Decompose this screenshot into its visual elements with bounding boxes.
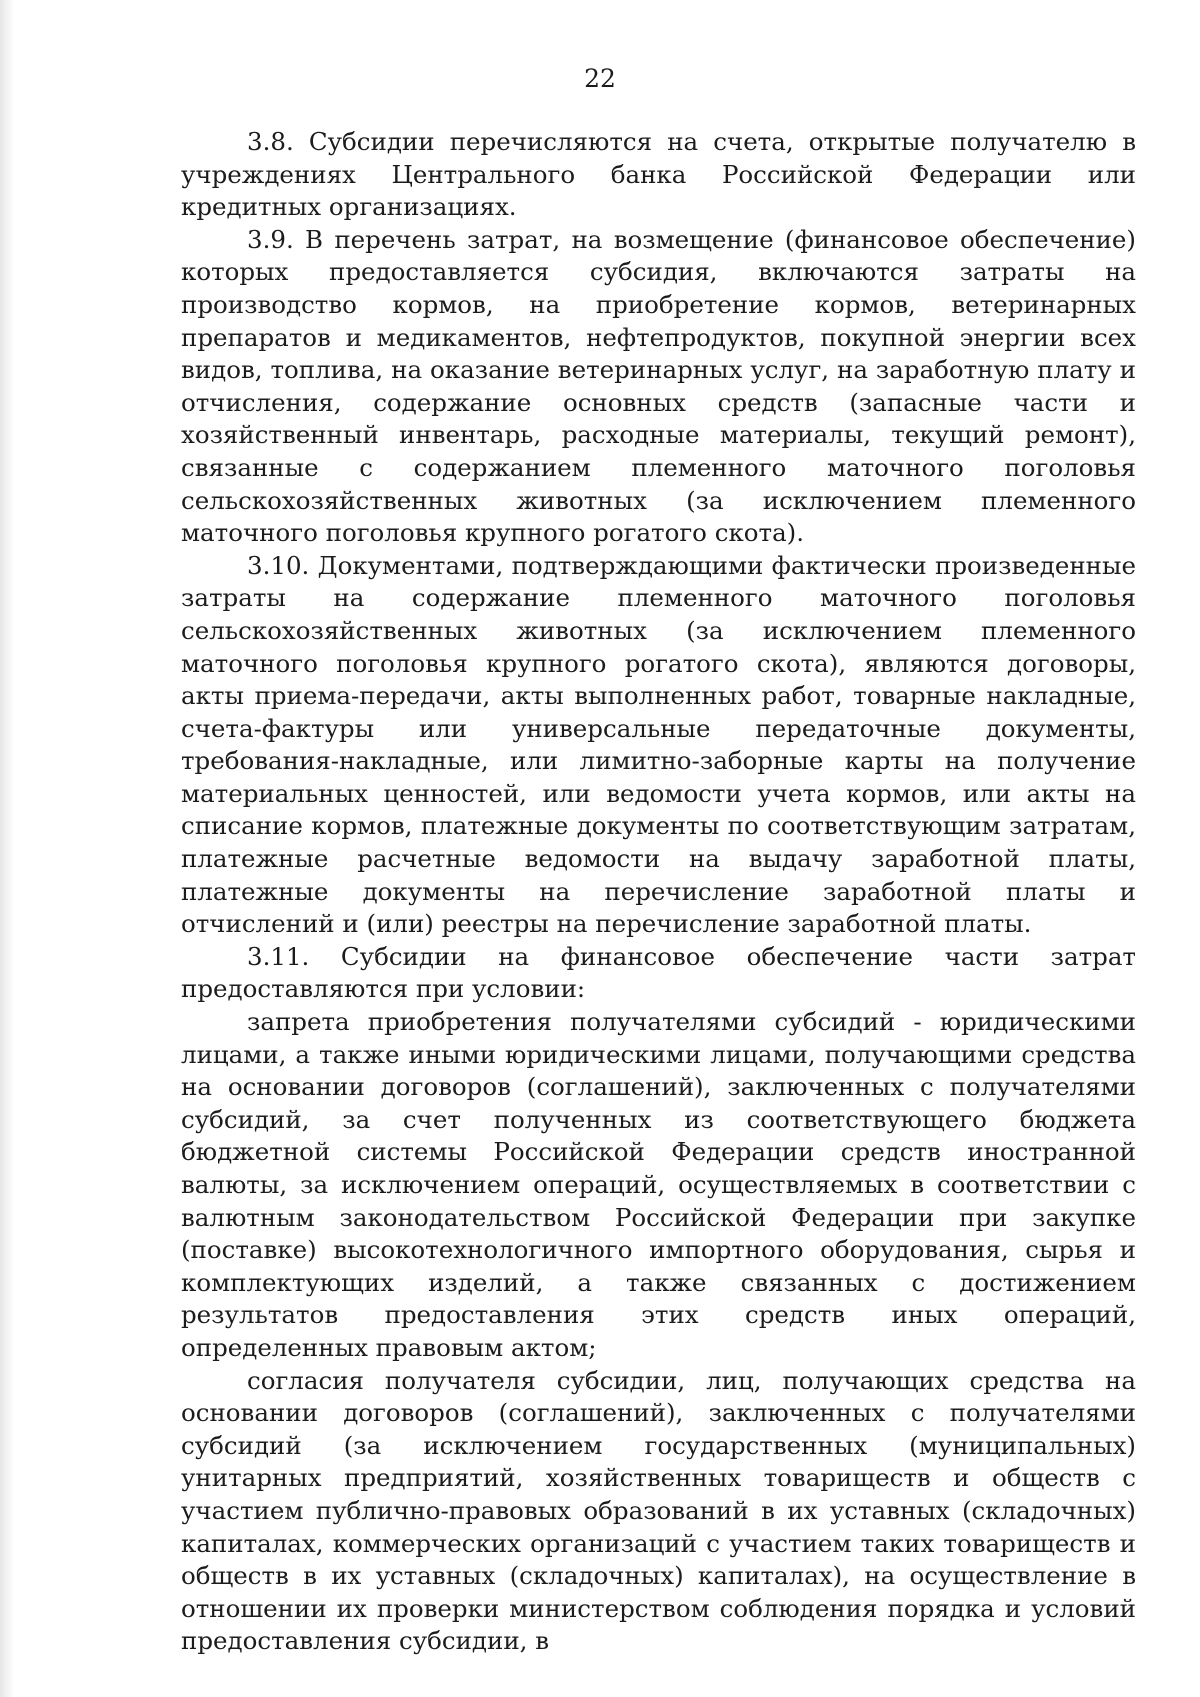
page-number: 22: [584, 64, 616, 93]
paragraph-3-9: 3.9. В перечень затрат, на возмещение (финансовое обеспечение) которых предоставляется субсидия, включаются затраты на производство кормов, на приобретение кормов, ветеринарных препаратов и медикаментов, нефтепродуктов, покупной энергии всех видов, топлива, на оказание ветеринарных услуг, на заработную плату и отчисления, содержание основных средств (запасные части и хозяйственный инвентарь, расходные материалы, текущий ремонт), связанные с содержанием племенного маточного поголовья сельскохозяйственных животных (за исключением племенного маточного поголовья крупного рогатого скота).: [181, 224, 1136, 548]
document-body: [181, 126, 1136, 1658]
paragraph-3-8: 3.8. Субсидии перечисляются на счета, открытые получателю в учреждениях Центрального банка Российской Федерации или кредитных организациях.: [181, 127, 1136, 222]
condition-consent-to-inspection: согласия получателя субсидии, лиц, получающих средства на основании договоров (соглашений), заключенных с получателями субсидий (за исключением государственных (муниципальных) унитарных предприятий, хозяйственных товариществ и обществ с участием публично-правовых образований в их уставных (складочных) капиталах, коммерческих организаций с участием таких товариществ и обществ в их уставных (складочных) капиталах), на осуществление в отношении их проверки министерством соблюдения порядка и условий предоставления субсидии, в: [181, 1365, 1136, 1656]
paragraph-3-11: 3.11. Субсидии на финансовое обеспечение части затрат предоставляются при условии:: [181, 941, 1136, 1004]
scan-edge: [0, 0, 14, 1697]
paragraph-3-10: 3.10. Документами, подтверждающими фактически произведенные затраты на содержание племенного маточного поголовья сельскохозяйственных животных (за исключением племенного маточного поголовья крупного рогатого скота), являются договоры, акты приема-передачи, акты выполненных работ, товарные накладные, счета-фактуры или универсальные передаточные документы, требования-накладные, или лимитно-заборные карты на получение материальных ценностей, или ведомости учета кормов, или акты на списание кормов, платежные документы по соответствующим затратам, платежные расчетные ведомости на выдачу заработной платы, платежные документы на перечисление заработной платы и отчислений и (или) реестры на перечисление заработной платы.: [181, 550, 1136, 939]
condition-currency-ban: запрета приобретения получателями субсидий - юридическими лицами, а также иными юридическими лицами, получающими средства на основании договоров (соглашений), заключенных с получателями субсидий, за счет полученных из соответствующего бюджета бюджетной системы Российской Федерации средств иностранной валюты, за исключением операций, осуществляемых в соответствии с валютным законодательством Российской Федерации при закупке (поставке) высокотехнологичного импортного оборудования, сырья и комплектующих изделий, а также связанных с достижением результатов предоставления этих средств иных операций, определенных правовым актом;: [181, 1007, 1136, 1362]
